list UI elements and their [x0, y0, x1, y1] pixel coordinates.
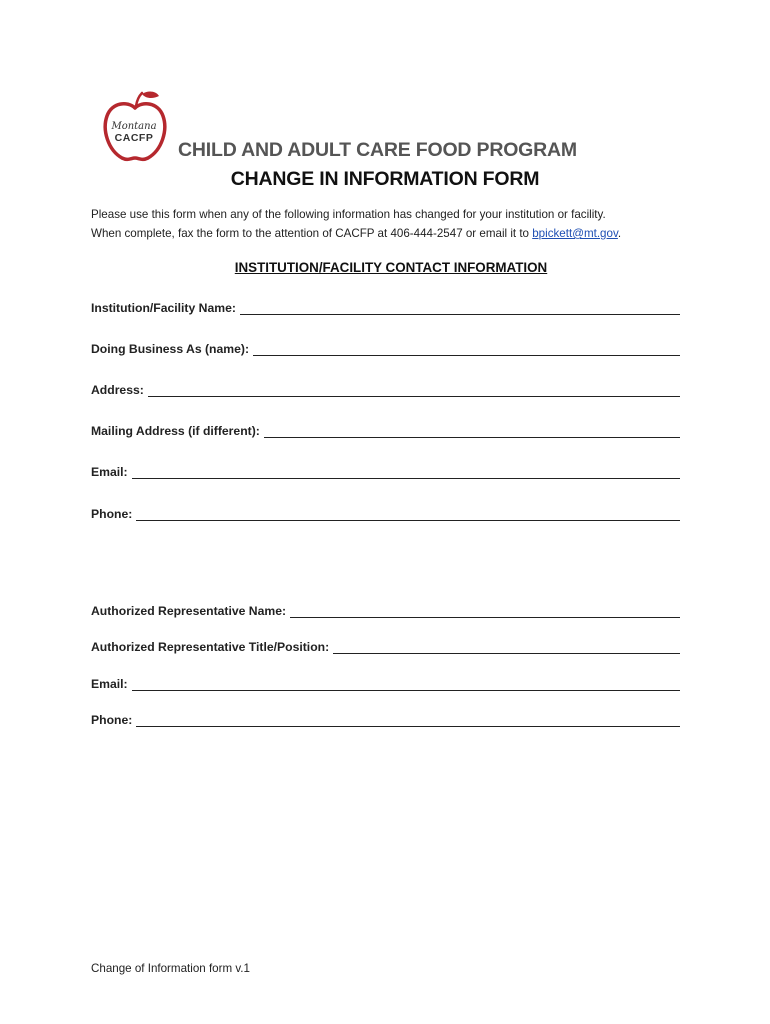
dba-name-field [91, 338, 680, 356]
field-label: Email: [91, 677, 128, 691]
field-label: Authorized Representative Name: [91, 604, 287, 618]
rep-phone-field [91, 709, 680, 727]
field-label: Address: [91, 383, 144, 397]
rep-phone-input[interactable] [136, 708, 680, 727]
field-label: Authorized Representative Title/Position: [91, 640, 330, 654]
rep-email-field [91, 673, 680, 691]
address-field [91, 379, 680, 397]
intro-line-1: Please use this form when any of the following information has changed for your institution or facility. [91, 208, 606, 221]
field-label: Institution/Facility Name: [91, 301, 236, 315]
field-label: Doing Business As (name): [91, 342, 250, 356]
rep-name-input[interactable] [290, 599, 680, 618]
field-label: Email: [91, 465, 128, 479]
institution-name-input[interactable] [240, 296, 680, 315]
phone-field [91, 503, 680, 521]
dba-name-input[interactable] [253, 337, 680, 356]
program-title: CHILD AND ADULT CARE FOOD PROGRAM [178, 139, 577, 161]
logo-text-montana: Montana [111, 121, 157, 132]
field-label: Phone: [91, 713, 133, 727]
intro-line-2 [91, 224, 691, 243]
intro-line-2-text: When complete, fax the form to the attention of CACFP at 406-444-2547 or email it to [91, 227, 533, 240]
intro-paragraph [91, 205, 691, 243]
form-title: CHANGE IN INFORMATION FORM [230, 168, 540, 190]
rep-title-field [91, 636, 680, 654]
intro-line-2-end: . [617, 227, 622, 240]
footer-text: Change of Information form v.1 [91, 962, 250, 975]
address-input[interactable] [148, 378, 680, 397]
email-input[interactable] [132, 460, 680, 479]
mailing-address-field [91, 420, 680, 438]
email-link[interactable]: bpickett@mt.gov [532, 227, 618, 240]
email-field [91, 461, 680, 479]
institution-name-field [91, 297, 680, 315]
field-label: Phone: [91, 507, 133, 521]
phone-input[interactable] [136, 502, 680, 521]
logo-text-cacfp: CACFP [114, 132, 154, 144]
rep-name-field [91, 600, 680, 618]
mailing-address-input[interactable] [264, 419, 680, 438]
rep-title-input[interactable] [333, 635, 680, 654]
field-label: Mailing Address (if different): [91, 424, 260, 438]
rep-email-input[interactable] [132, 672, 680, 691]
section-heading: INSTITUTION/FACILITY CONTACT INFORMATION [234, 260, 548, 275]
